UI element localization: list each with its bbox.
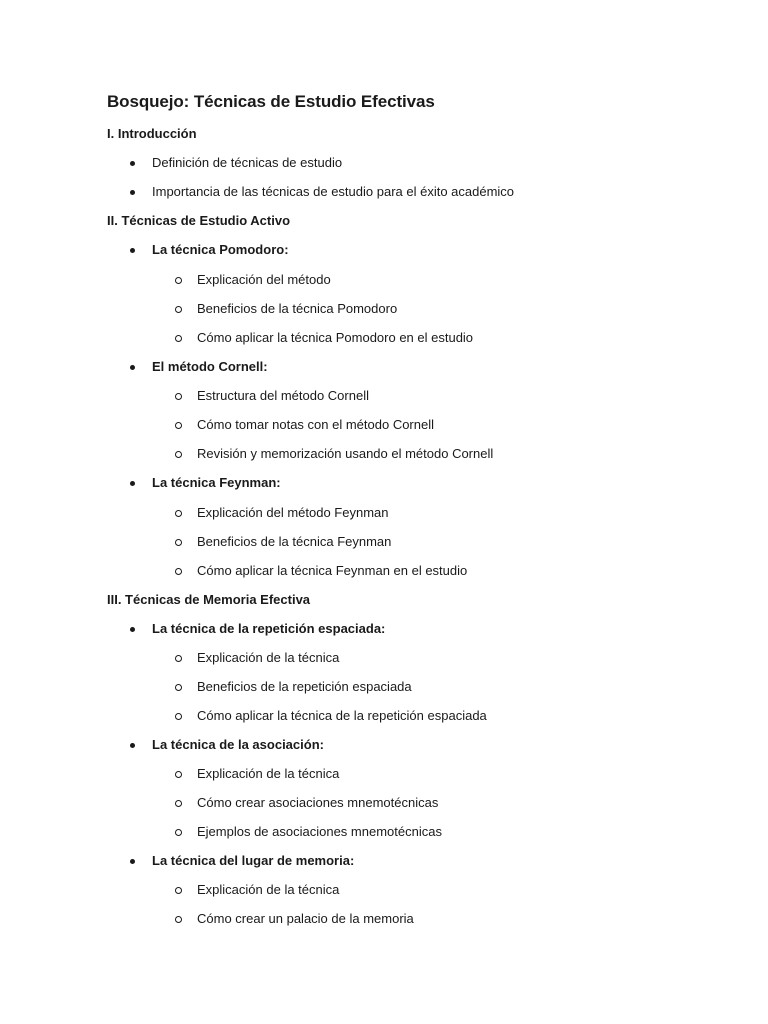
sub-list-item: Cómo crear asociaciones mnemotécnicas [197, 795, 439, 810]
bullet-icon [130, 859, 135, 864]
sub-list-item: Estructura del método Cornell [197, 388, 369, 403]
circle-bullet-icon [175, 887, 182, 894]
list-item-heading: La técnica del lugar de memoria: [152, 853, 355, 868]
circle-bullet-icon [175, 510, 182, 517]
circle-bullet-icon [175, 277, 182, 284]
list-item-heading: La técnica Pomodoro: [152, 242, 289, 257]
section-heading: II. Técnicas de Estudio Activo [107, 213, 291, 228]
circle-bullet-icon [175, 335, 182, 342]
bullet-icon [130, 248, 135, 253]
list-item: Importancia de las técnicas de estudio para el éxito académico [152, 184, 515, 199]
sub-list-item: Cómo crear un palacio de la memoria [197, 911, 414, 926]
circle-bullet-icon [175, 539, 182, 546]
bullet-icon [130, 627, 135, 632]
sub-list-item: Revisión y memorización usando el método Cornell [197, 446, 494, 461]
sub-list-item: Cómo tomar notas con el método Cornell [197, 417, 435, 432]
sub-list-item: Cómo aplicar la técnica Pomodoro en el estudio [197, 330, 474, 345]
circle-bullet-icon [175, 451, 182, 458]
circle-bullet-icon [175, 916, 182, 923]
list-item-heading: La técnica de la repetición espaciada: [152, 621, 386, 636]
sub-list-item: Explicación de la técnica [197, 882, 340, 897]
circle-bullet-icon [175, 422, 182, 429]
circle-bullet-icon [175, 713, 182, 720]
sub-list-item: Explicación de la técnica [197, 650, 340, 665]
bullet-icon [130, 161, 135, 166]
list-item: Definición de técnicas de estudio [152, 155, 343, 170]
sub-list-item: Explicación de la técnica [197, 766, 340, 781]
bullet-icon [130, 365, 135, 370]
bullet-icon [130, 190, 135, 195]
sub-list-item: Beneficios de la técnica Pomodoro [197, 301, 398, 316]
page-title: Bosquejo: Técnicas de Estudio Efectivas [107, 92, 435, 111]
sub-list-item: Beneficios de la técnica Feynman [197, 534, 392, 549]
sub-list-item: Beneficios de la repetición espaciada [197, 679, 412, 694]
circle-bullet-icon [175, 306, 182, 313]
sub-list-item: Ejemplos de asociaciones mnemotécnicas [197, 824, 442, 839]
list-item-heading: La técnica de la asociación: [152, 737, 324, 752]
bullet-icon [130, 481, 135, 486]
circle-bullet-icon [175, 829, 182, 836]
section-heading: III. Técnicas de Memoria Efectiva [107, 592, 311, 607]
circle-bullet-icon [175, 800, 182, 807]
circle-bullet-icon [175, 684, 182, 691]
circle-bullet-icon [175, 771, 182, 778]
circle-bullet-icon [175, 568, 182, 575]
section-heading: I. Introducción [107, 126, 197, 141]
bullet-icon [130, 743, 135, 748]
list-item-heading: La técnica Feynman: [152, 475, 281, 490]
list-item-heading: El método Cornell: [152, 359, 268, 374]
circle-bullet-icon [175, 393, 182, 400]
sub-list-item: Cómo aplicar la técnica Feynman en el estudio [197, 563, 468, 578]
circle-bullet-icon [175, 655, 182, 662]
sub-list-item: Explicación del método [197, 272, 331, 287]
sub-list-item: Cómo aplicar la técnica de la repetición espaciada [197, 708, 487, 723]
sub-list-item: Explicación del método Feynman [197, 505, 389, 520]
